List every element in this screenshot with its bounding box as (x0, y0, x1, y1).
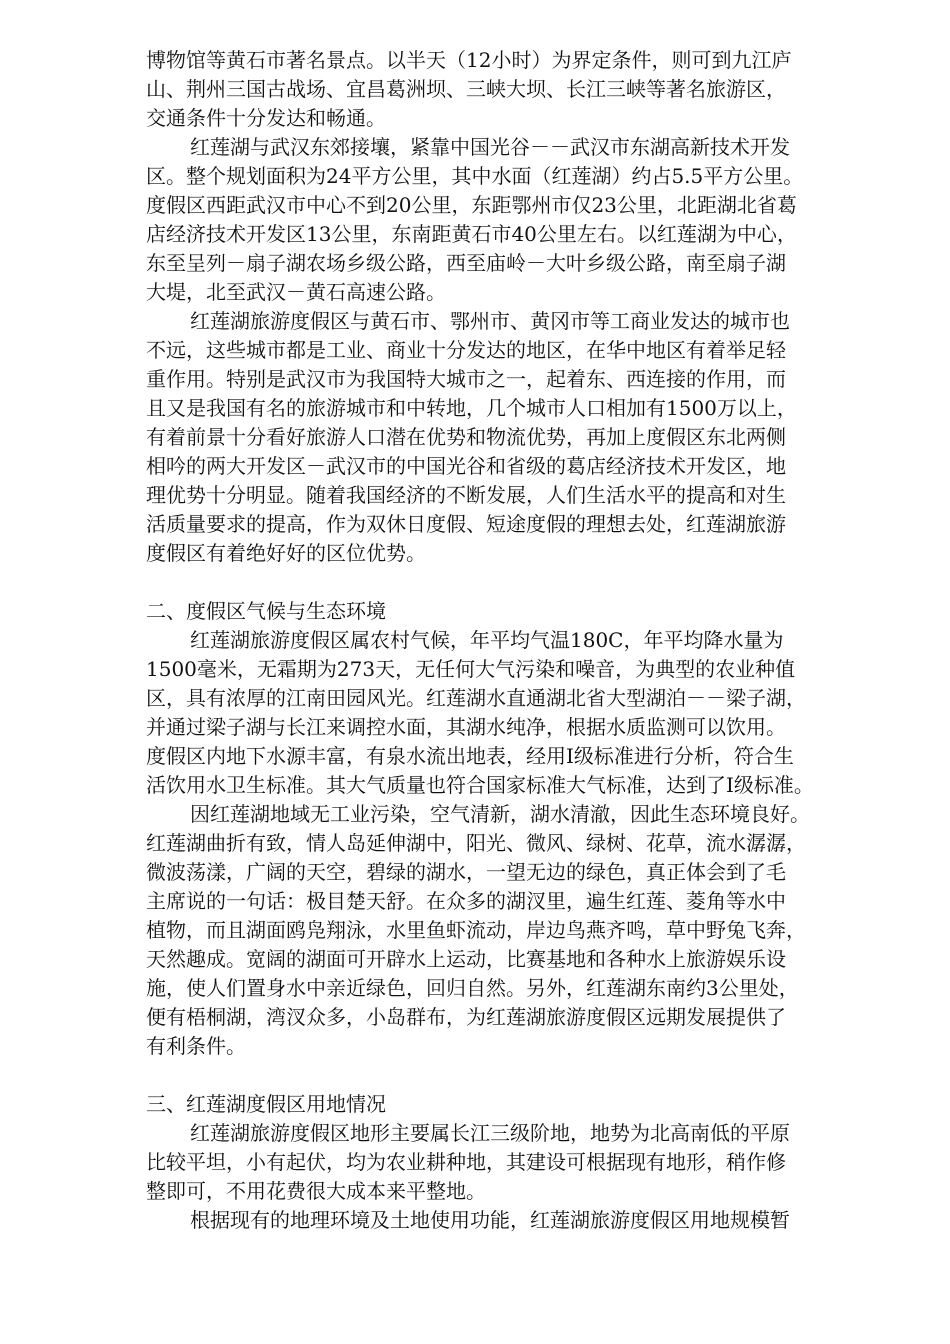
text-line: 度假区内地下水源丰富，有泉水流出地表，经用I级标准进行分析，符合生 (146, 744, 794, 768)
text-line: 植物，而且湖面鸥凫翔泳，水里鱼虾流动，岸边鸟燕齐鸣，草中野兔飞奔， (146, 918, 806, 942)
text-line: 山、荆州三国古战场、宜昌葛洲坝、三峡大坝、长江三峡等著名旅游区， (146, 77, 786, 101)
text-line: 度假区有着绝好好的区位优势。 (146, 541, 426, 565)
paragraph-first-line: 根据现有的地理环境及土地使用功能，红莲湖旅游度假区用地规模暂 (190, 1208, 790, 1232)
paragraph-first-line: 红莲湖旅游度假区地形主要属长江三级阶地，地势为北高南低的平原 (190, 1121, 790, 1145)
text-line: 不远，这些城市都是工业、商业十分发达的地区，在华中地区有着举足轻 (146, 338, 786, 362)
section-heading: 三、红莲湖度假区用地情况 (146, 1092, 386, 1116)
text-line: 活饮用水卫生标准。其大气质量也符合国家标准大气标准，达到了I级标准。 (146, 773, 814, 797)
text-line: 博物馆等黄石市著名景点。以半天（12小时）为界定条件，则可到九江庐 (146, 48, 792, 72)
text-line: 大堤，北至武汉－黄石高速公路。 (146, 280, 446, 304)
text-line: 微波荡漾，广阔的天空，碧绿的湖水，一望无边的绿色，真正体会到了毛 (146, 860, 786, 884)
text-line: 区，具有浓厚的江南田园风光。红莲湖水直通湖北省大型湖泊－－梁子湖， (146, 686, 806, 710)
text-line: 红莲湖曲折有致，情人岛延伸湖中，阳光、微风、绿树、花草，流水潺潺， (146, 831, 806, 855)
text-line: 便有梧桐湖，湾汊众多，小岛群布，为红莲湖旅游度假区远期发展提供了 (146, 1005, 786, 1029)
text-line: 理优势十分明显。随着我国经济的不断发展，人们生活水平的提高和对生 (146, 483, 786, 507)
text-line: 整即可，不用花费很大成本来平整地。 (146, 1179, 486, 1203)
text-line: 交通条件十分发达和畅通。 (146, 106, 386, 130)
paragraph-first-line: 红莲湖与武汉东郊接壤，紧靠中国光谷－－武汉市东湖高新技术开发 (190, 135, 790, 159)
text-line: 相吟的两大开发区－武汉市的中国光谷和省级的葛店经济技术开发区，地 (146, 454, 786, 478)
text-line: 比较平坦，小有起伏，均为农业耕种地，其建设可根据现有地形，稍作修 (146, 1150, 786, 1174)
paragraph-first-line: 红莲湖旅游度假区属农村气候，年平均气温180C，年平均降水量为 (190, 628, 784, 652)
text-line: 有着前景十分看好旅游人口潜在优势和物流优势，再加上度假区东北两侧 (146, 425, 786, 449)
text-line: 重作用。特别是武汉市为我国特大城市之一，起着东、西连接的作用，而 (146, 367, 786, 391)
text-line: 1500毫米，无霜期为273天，无任何大气污染和噪音，为典型的农业种值 (146, 657, 796, 681)
text-line: 东至呈列－扇子湖农场乡级公路，西至庙岭－大叶乡级公路，南至扇子湖 (146, 251, 786, 275)
text-line: 活质量要求的提高，作为双休日度假、短途度假的理想去处，红莲湖旅游 (146, 512, 786, 536)
paragraph-first-line: 红莲湖旅游度假区与黄石市、鄂州市、黄冈市等工商业发达的城市也 (190, 309, 790, 333)
text-line: 施，使人们置身水中亲近绿色，回归自然。另外，红莲湖东南约3公里处， (146, 976, 799, 1000)
document-body (146, 46, 906, 1235)
blank-line (146, 1061, 906, 1090)
text-line: 主席说的一句话：极目楚天舒。在众多的湖汊里，遍生红莲、菱角等水中 (146, 889, 786, 913)
text-line: 区。整个规划面积为24平方公里，其中水面（红莲湖）约占5.5平方公里。 (146, 164, 804, 188)
blank-line (146, 568, 906, 597)
text-line: 有利条件。 (146, 1034, 246, 1058)
text-line: 并通过梁子湖与长江来调控水面，其湖水纯净，根据水质监测可以饮用。 (146, 715, 786, 739)
text-line: 店经济技术开发区13公里，东南距黄石市40公里左右。以红莲湖为中心， (146, 222, 797, 246)
section-heading: 二、度假区气候与生态环境 (146, 599, 386, 623)
paragraph-first-line: 因红莲湖地域无工业污染，空气清新，湖水清澈，因此生态环境良好。 (190, 802, 810, 826)
text-line: 且又是我国有名的旅游城市和中转地，几个城市人口相加有1500万以上， (146, 396, 797, 420)
text-line: 度假区西距武汉市中心不到20公里，东距鄂州市仅23公里，北距湖北省葛 (146, 193, 797, 217)
text-line: 天然趣成。宽阔的湖面可开辟水上运动，比赛基地和各种水上旅游娱乐设 (146, 947, 786, 971)
